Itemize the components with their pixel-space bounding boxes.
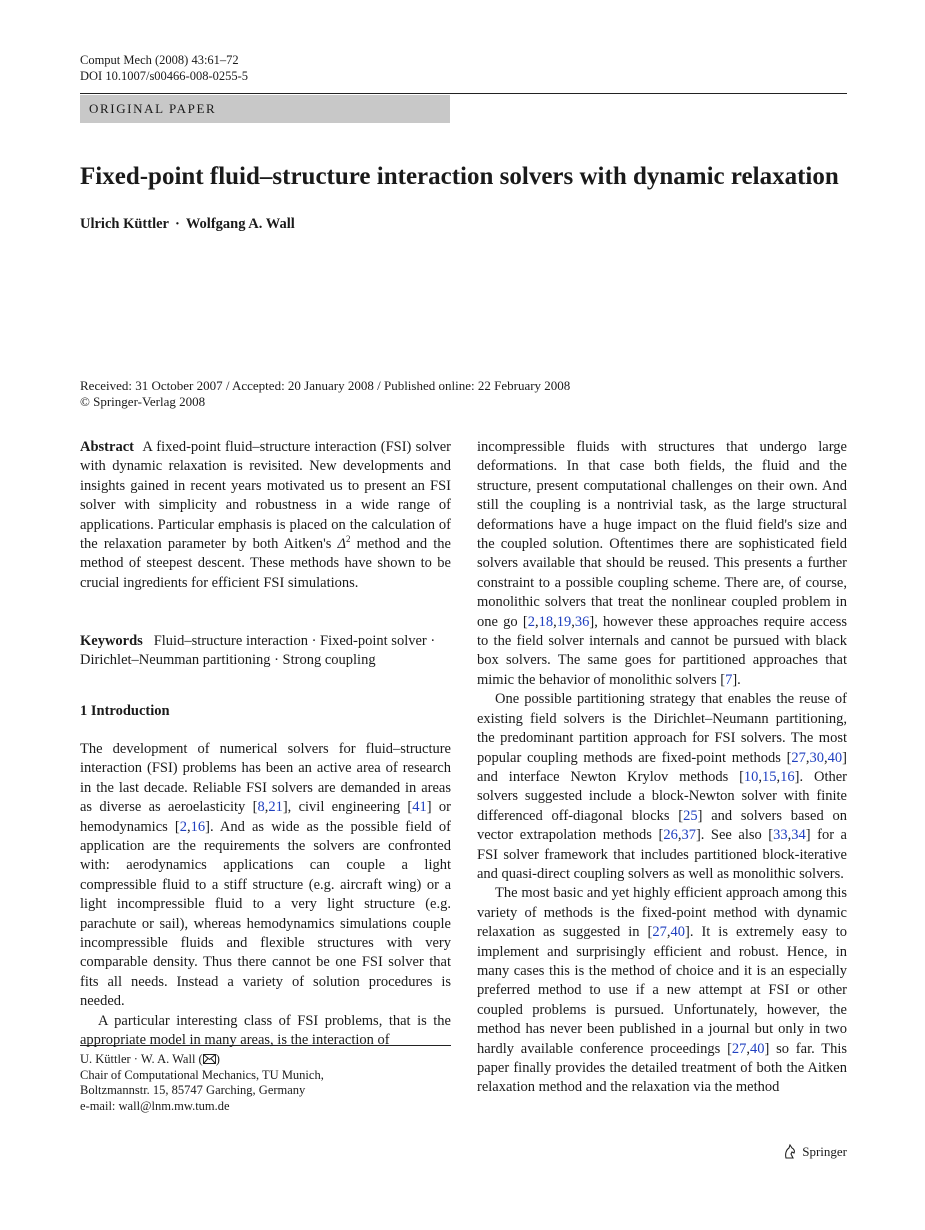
intro-body-right <box>477 438 847 1098</box>
citation-link[interactable]: 26 <box>663 827 678 844</box>
citation-link[interactable]: 16 <box>190 818 206 835</box>
abstract-label: Abstract <box>80 439 134 455</box>
keywords-text: Fluid–structure interaction · Fixed-point solver · Dirichlet–Neumman partitioning · Strong coupling <box>80 633 436 669</box>
envelope-icon <box>203 1054 216 1064</box>
citation-link[interactable]: 30 <box>809 749 825 766</box>
email: e-mail: wall@lnm.mw.tum.de <box>80 1098 230 1113</box>
paper-title: Fixed-point fluid–structure interaction solvers with dynamic relaxation <box>80 163 839 190</box>
paragraph: The most basic and yet highly efficient approach among this variety of methods is the fixed-point method with dynamic relaxation as suggested in [27,40]. It is extremely easy to implement and surprisingly efficient and robust. Hence, in many cases this is the method of choice and it is an especially preferred method to use if a new attempt at FSI or other coupled problems is pursued. Unfortunately, however, the method has never been published in a journal but only in two hardly available conference proceedings [27,40] so far. This paper finally provides the detailed treatment of both the Aitken relaxation method and the relaxation via the method <box>477 885 847 1096</box>
header-rule <box>80 93 847 94</box>
citation-link[interactable]: 27 <box>652 924 667 941</box>
citation-link[interactable]: 10 <box>743 768 759 785</box>
citation-link[interactable]: 2 <box>179 818 187 835</box>
section-heading: 1 Introduction <box>80 703 170 719</box>
citation-link[interactable]: 40 <box>750 1040 765 1057</box>
citation-link[interactable]: 15 <box>762 768 777 785</box>
citation-link[interactable]: 40 <box>670 924 685 941</box>
publication-history <box>80 378 570 410</box>
paragraph: One possible partitioning strategy that enables the reuse of existing field solvers is the Dirichlet–Neumann partitioning, the predominant partition approach for FSI solvers. The most popular coupling methods are fixed-point methods [27,30,40] and interface Newton Krylov methods [10,15,16]. Other solvers suggested include a block-Newton solver with finite differenced off-diagonal blocks [25] and solvers based on vector extrapolation methods [26,37]. See also [33,34] for a FSI solver framework that includes partitioned block-iterative and quasi-direct coupling solvers as well as monolithic solvers. <box>477 691 848 882</box>
author-list <box>80 216 295 233</box>
affiliation: Chair of Computational Mechanics, TU Munich, <box>80 1067 324 1082</box>
author-name: Ulrich Küttler <box>80 216 169 232</box>
paragraph: incompressible fluids with structures that undergo large deformations. In that case both fields, the fluid and the structure, present computational challenges on their own. And still the coupling is a nontrivial task, as the large structural deformations have a huge impact on the fluid field's size and the coupled solution. Oftentimes there are sophisticated field solvers available that should be reused. This presents a further constraint to a possible coupling scheme. There are, of course, monolithic solvers that treat the nonlinear coupled problem in one go [2,18,19,36], however these approaches require access to the field solver internals and cannot be pursued with black box solvers. The same goes for partitioned approaches that mimic the behavior of monolithic solvers [7]. <box>477 439 847 688</box>
citation-link[interactable]: 21 <box>268 799 283 816</box>
footnote-rule <box>80 1045 451 1046</box>
citation-link[interactable]: 41 <box>412 799 427 816</box>
citation-link[interactable]: 16 <box>780 768 795 785</box>
keywords <box>80 632 451 671</box>
publisher-name: Springer <box>802 1144 847 1159</box>
paragraph: The development of numerical solvers for fluid–structure interaction (FSI) problems has been an active area of research in the last decade. Reliable FSI solvers are demanded in areas as diverse as aeroelasticity [8,21], civil engineering [41] or hemodynamics [2,16]. And as wide as the possible field of application are the requirements the solvers are confronted with: aerodynamics applications can couple a light compressible fluid to a stiff structure (e.g. aircraft wing) or a light incompressible fluid to a very light structure (e.g. parachute or sail), whereas hemodynamics simulations couple incompressible fluids and flexible structures with very comparable density. Thus there cannot be one FSI solver that fits all needs. Instead a variety of solution procedures is needed. <box>80 741 451 1010</box>
doi: DOI 10.1007/s00466-008-0255-5 <box>80 69 249 83</box>
citation-link[interactable]: 27 <box>791 749 806 766</box>
journal-citation: Comput Mech (2008) 43:61–72 <box>80 53 239 67</box>
citation-link[interactable]: 37 <box>681 827 696 844</box>
springer-horse-icon <box>782 1144 798 1160</box>
citation-link[interactable]: 40 <box>827 749 843 766</box>
author-footnote: U. Küttler · W. A. Wall ( ) Chair of Computational Mechanics, TU Munich, Boltzmannstr. 15, 85747 Garching, Germany e-mail: wall@lnm.mw.tum.de <box>80 1052 324 1113</box>
citation-link[interactable]: 18 <box>538 613 554 630</box>
abstract-text: method and the method of steepest descent. These methods have shown to be crucial ingredients for efficient FSI simulations. <box>80 536 451 591</box>
journal-header <box>80 52 248 84</box>
dates-line: Received: 31 October 2007 / Accepted: 20 January 2008 / Published online: 22 February 2008 <box>80 378 571 393</box>
superscript: 2 <box>346 534 351 545</box>
abstract-text: A fixed-point fluid–structure interaction (FSI) solver with dynamic relaxation is revisited. New developments and insights gained in recent years motivated us to present an FSI solver with simplicity and robustness in a wide range of applications. Particular emphasis is placed on the calculation of the relaxation parameter by both Aitken's <box>80 439 452 553</box>
citation-link[interactable]: 34 <box>791 827 806 844</box>
citation-link[interactable]: 36 <box>574 613 590 630</box>
delta-symbol: Δ <box>337 536 347 553</box>
abstract <box>80 438 451 593</box>
citation-link[interactable]: 25 <box>683 807 698 824</box>
keywords-label: Keywords <box>80 633 143 649</box>
author-name: Wolfgang A. Wall <box>185 216 295 232</box>
paragraph: A particular interesting class of FSI problems, that is the appropriate model in many areas, is the interaction of <box>80 1012 451 1049</box>
intro-body-left <box>80 740 451 1051</box>
copyright-line: © Springer-Verlag 2008 <box>80 394 206 409</box>
address: Boltzmannstr. 15, 85747 Garching, Germany <box>80 1083 306 1098</box>
citation-link[interactable]: 8 <box>257 799 265 816</box>
citation-link[interactable]: 2 <box>527 613 535 630</box>
citation-link[interactable]: 27 <box>731 1040 747 1057</box>
citation-link[interactable]: 33 <box>773 827 788 844</box>
citation-link[interactable]: 19 <box>556 613 572 630</box>
author-separator: · <box>175 216 180 232</box>
publisher-logo <box>782 1144 847 1160</box>
citation-link[interactable]: 7 <box>725 671 733 688</box>
article-type-banner: ORIGINAL PAPER <box>80 95 450 123</box>
